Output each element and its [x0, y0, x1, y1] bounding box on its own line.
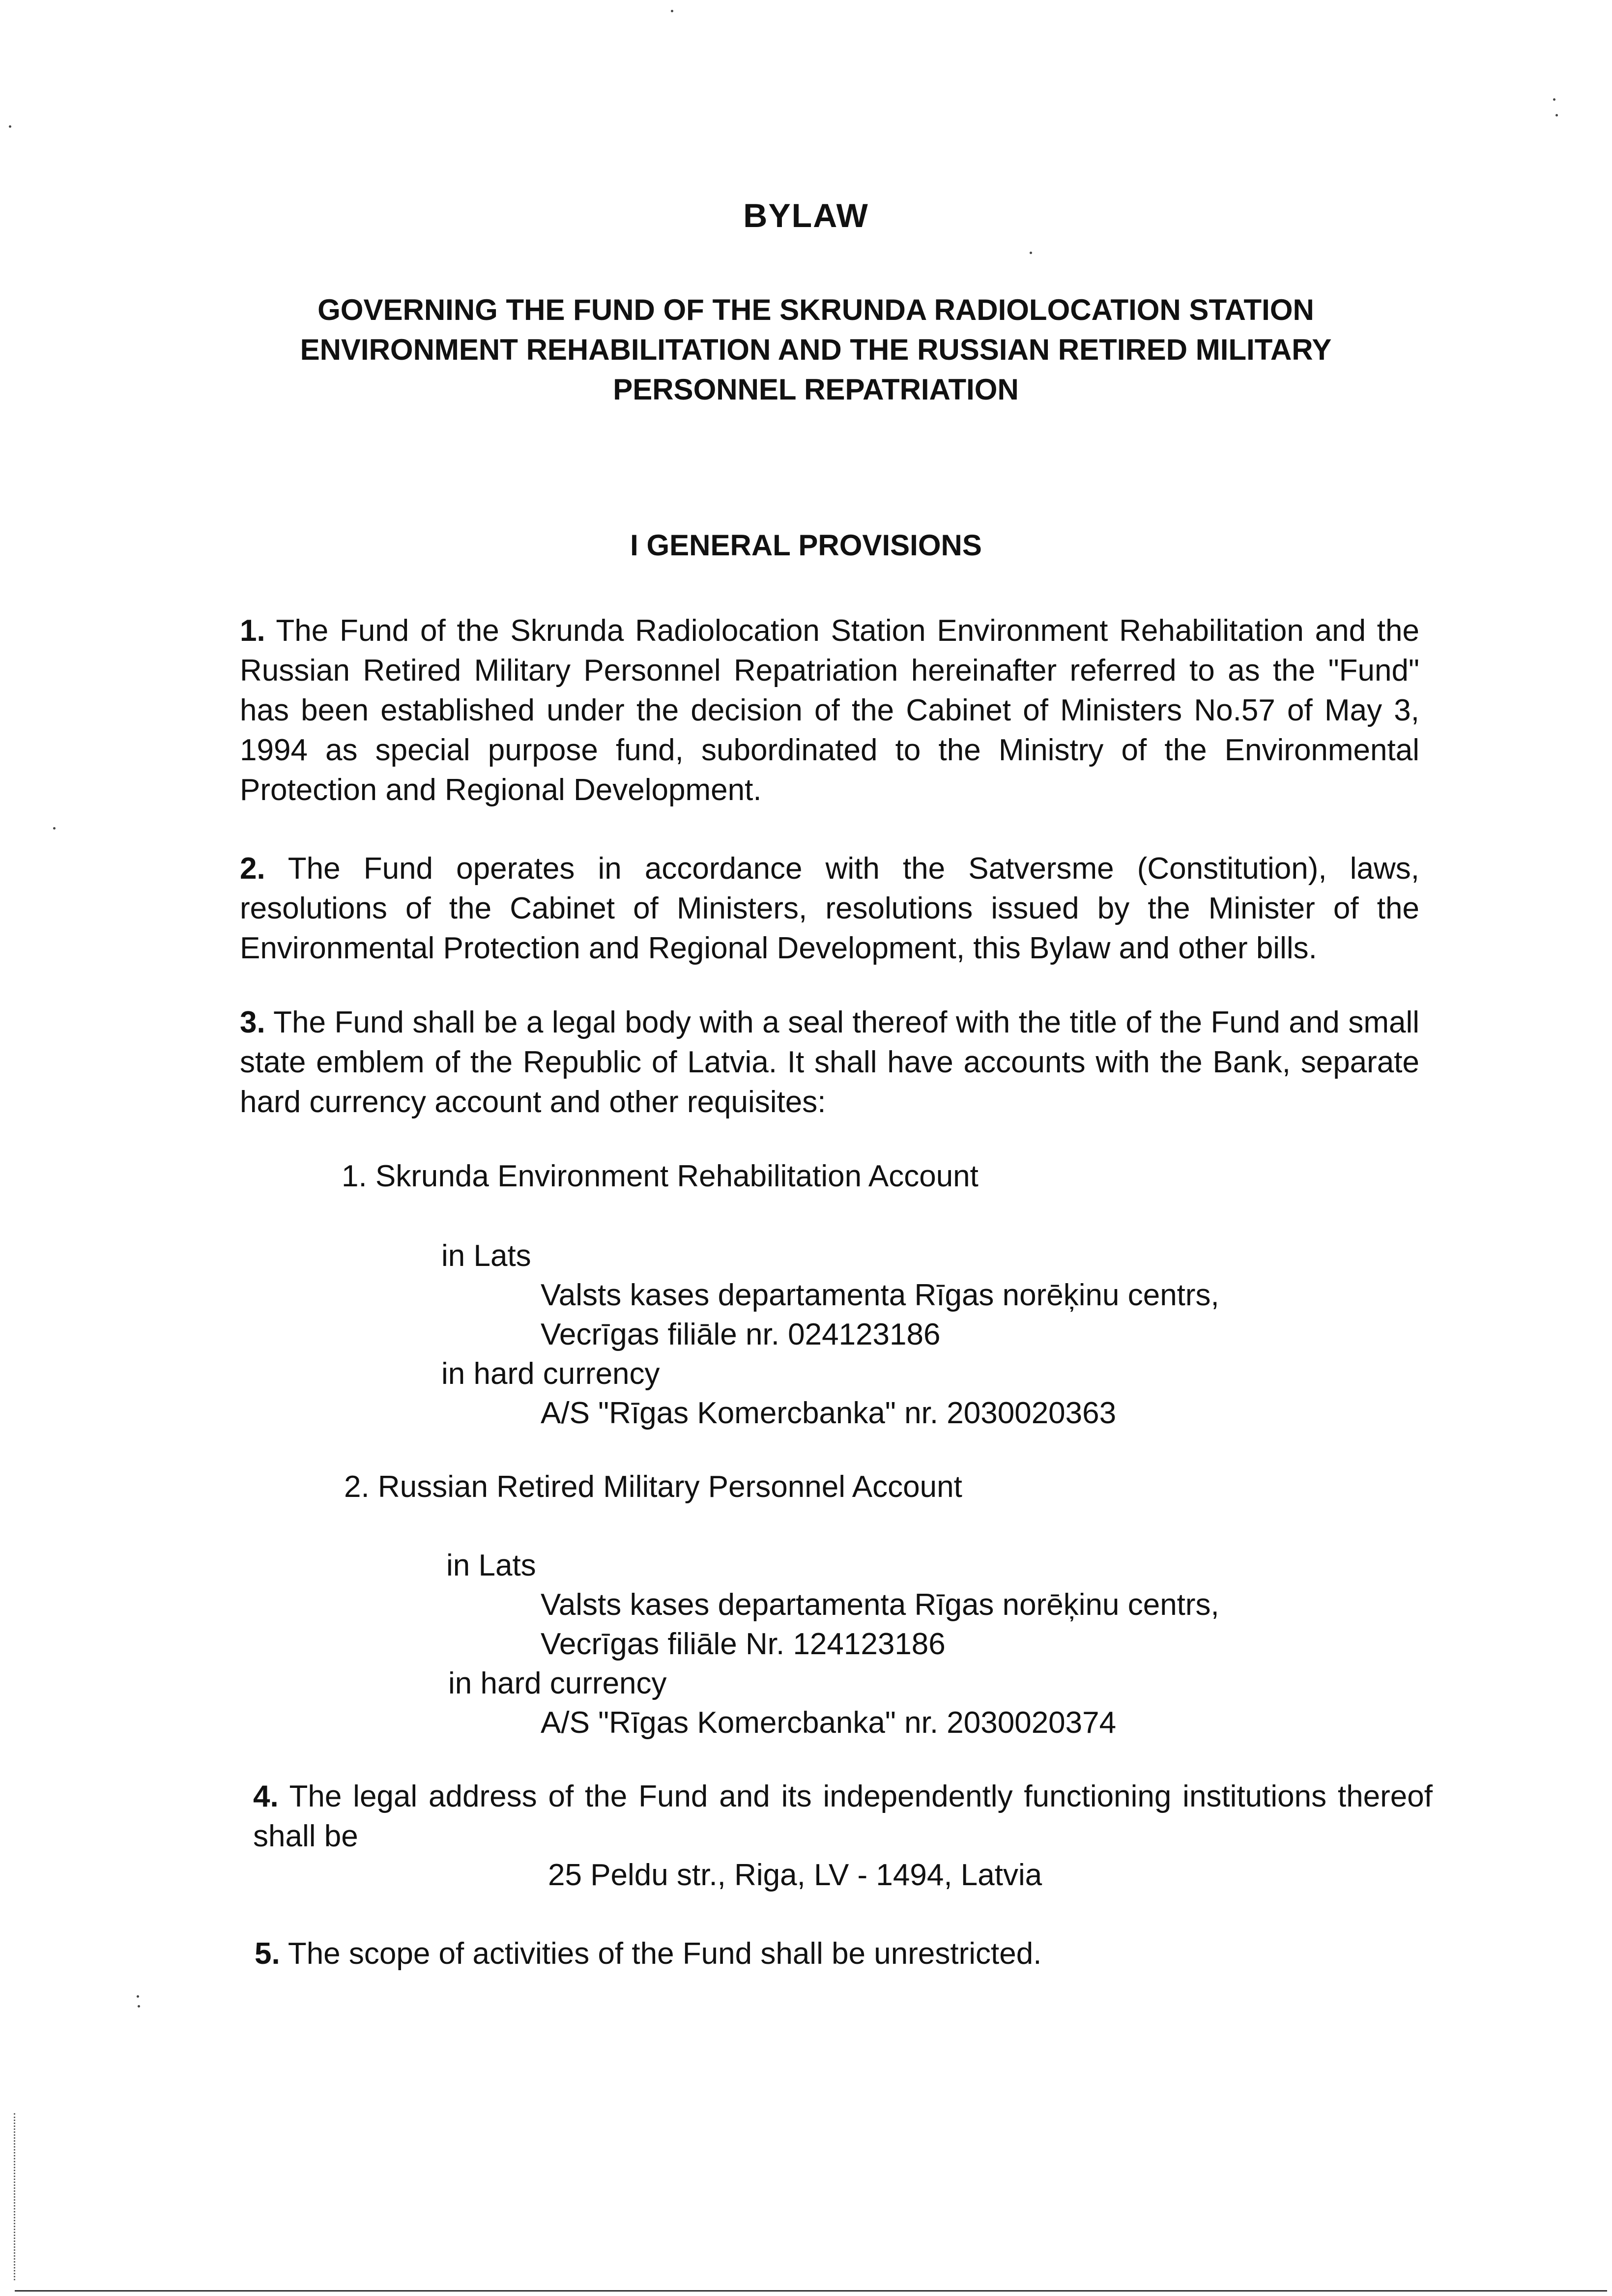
account-1-hard-line: A/S "Rīgas Komercbanka" nr. 2030020363	[541, 1396, 1117, 1430]
account-1-heading: 1. Skrunda Environment Rehabilitation Account	[342, 1159, 979, 1193]
scan-speck	[138, 2005, 140, 2008]
document-title: BYLAW	[743, 197, 869, 234]
account-1-hard-label: in hard currency	[441, 1357, 660, 1391]
paragraph-5	[255, 1934, 1434, 1974]
scan-edge-marks	[14, 2113, 16, 2280]
account-2-lats-line-1: Valsts kases departamenta Rīgas norēķinu centrs,	[541, 1588, 1219, 1622]
paragraph-1	[240, 611, 1419, 810]
account-2-lats-line-2: Vecrīgas filiāle Nr. 124123186	[541, 1627, 946, 1661]
paragraph-4-number: 4.	[253, 1779, 279, 1813]
scan-speck	[9, 125, 11, 128]
scan-speck	[1555, 114, 1558, 116]
scan-speck	[1553, 98, 1555, 101]
legal-address: 25 Peldu str., Riga, LV - 1494, Latvia	[548, 1858, 1042, 1892]
account-2-hard-line: A/S "Rīgas Komercbanka" nr. 2030020374	[541, 1706, 1117, 1740]
account-1-lats-label: in Lats	[441, 1239, 531, 1273]
paragraph-2-text: The Fund operates in accordance with the Satversme (Constitution), laws, resolutions of the Cabinet of Ministers, resolutions issued by the Minister of the Environmental Protection and Regional Development, this Bylaw and other bills.	[240, 852, 1420, 965]
paragraph-2-number: 2.	[240, 852, 265, 886]
account-1-lats-line-2: Vecrīgas filiāle nr. 024123186	[541, 1318, 941, 1351]
paragraph-3	[240, 1003, 1419, 1122]
account-2-heading: 2. Russian Retired Military Personnel Account	[344, 1470, 962, 1504]
account-2-lats-label: in Lats	[446, 1549, 536, 1582]
account-2-hard-label: in hard currency	[448, 1666, 667, 1700]
paragraph-5-text: The scope of activities of the Fund shall be unrestricted.	[288, 1937, 1042, 1971]
scan-speck	[53, 827, 56, 830]
paragraph-1-text: The Fund of the Skrunda Radiolocation Station Environment Rehabilitation and the Russian Retired Military Personnel Repatriation hereinafter referred to as the "Fund" has been established under the decision of the Cabinet of Ministers No.57 of May 3, 1994 as special purpose fund, subordinated to the Ministry of the Environmental Protection and Regional Development.	[240, 614, 1419, 807]
paragraph-3-number: 3.	[240, 1005, 265, 1039]
paragraph-3-text: The Fund shall be a legal body with a seal thereof with the title of the Fund and small state emblem of the Republic of Latvia. It shall have accounts with the Bank, separate hard currency account and other requisites:	[240, 1005, 1419, 1119]
paragraph-4	[253, 1777, 1433, 1856]
scan-speck	[137, 1995, 139, 1998]
paragraph-5-number: 5.	[255, 1937, 280, 1971]
document-subtitle	[197, 290, 1435, 409]
page-bottom-edge	[15, 2290, 1607, 2292]
scan-speck	[1030, 252, 1032, 254]
paragraph-2	[240, 849, 1419, 968]
paragraph-1-number: 1.	[240, 614, 265, 648]
subtitle-line-3: PERSONNEL REPATRIATION	[613, 373, 1019, 406]
subtitle-line-1: GOVERNING THE FUND OF THE SKRUNDA RADIOLOCATION STATION	[317, 293, 1314, 326]
account-1-lats-line-1: Valsts kases departamenta Rīgas norēķinu centrs,	[541, 1278, 1219, 1312]
subtitle-line-2: ENVIRONMENT REHABILITATION AND THE RUSSIAN RETIRED MILITARY	[300, 333, 1332, 366]
paragraph-4-text: The legal address of the Fund and its independently functioning institutions thereof shall be	[253, 1779, 1433, 1853]
scan-speck	[671, 10, 673, 12]
section-heading: I GENERAL PROVISIONS	[630, 529, 982, 562]
